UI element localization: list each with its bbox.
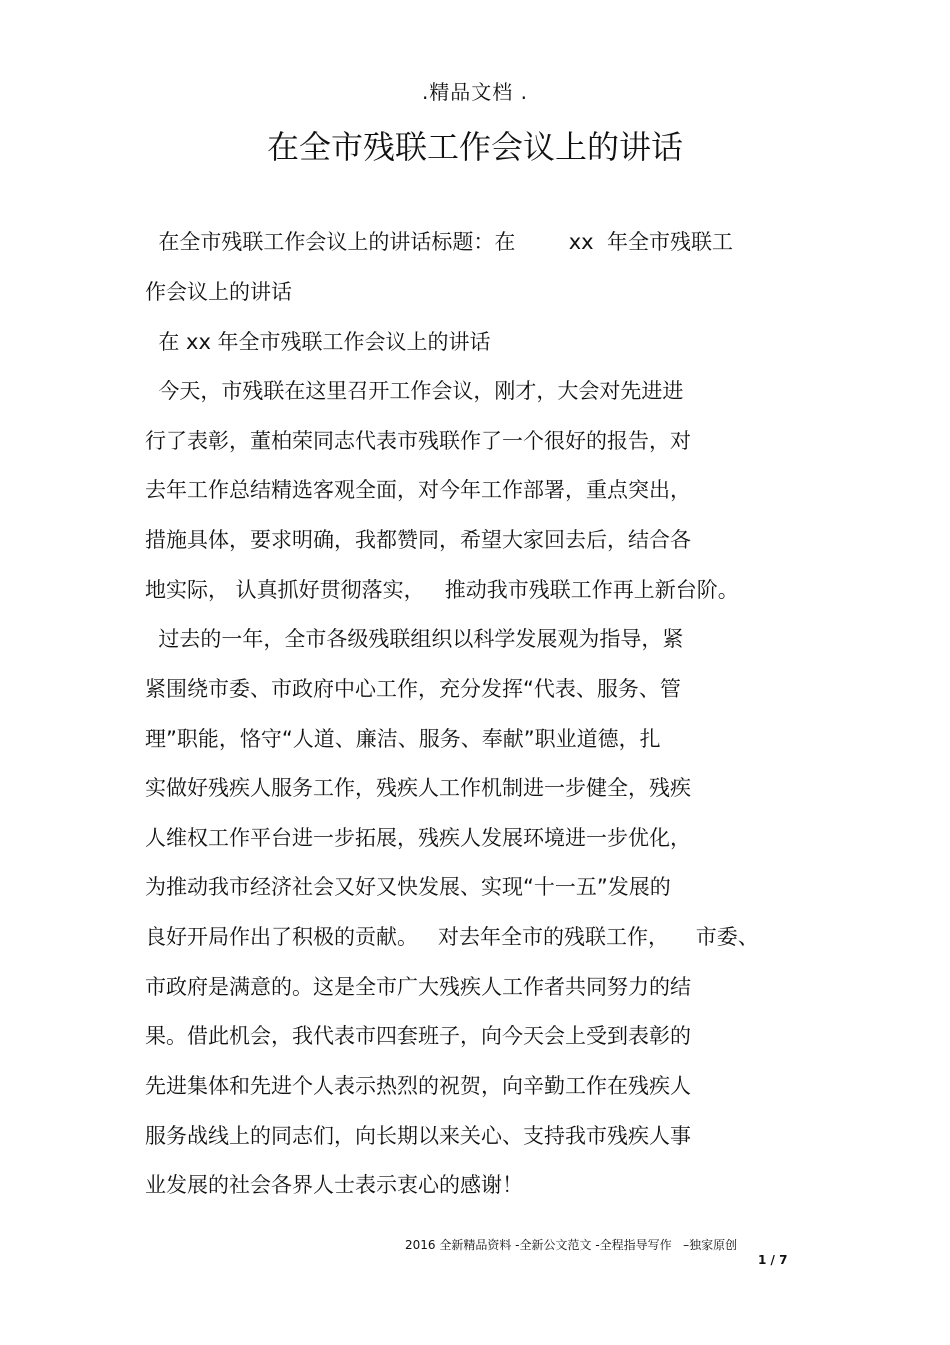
- text-line: 实做好残疾人服务工作，残疾人工作机制进一步健全，残疾: [145, 776, 691, 800]
- text-line: 良好开局作出了积极的贡献。 对去年全市的残联工作， 市委、: [145, 925, 759, 949]
- page-number: 1 / 7: [758, 1253, 788, 1267]
- text-line: 地实际， 认真抓好贯彻落实， 推动我市残联工作再上新台阶。: [145, 578, 739, 602]
- text-line: 紧围绕市委、市政府中心工作，充分发挥“代表、服务、管: [145, 677, 681, 701]
- text-line: 业发展的社会各界人士表示衷心的感谢！: [145, 1173, 523, 1197]
- text-line: 市政府是满意的。这是全市广大残疾人工作者共同努力的结: [145, 975, 691, 999]
- text-line: 行了表彰，董柏荣同志代表市残联作了一个很好的报告，对: [145, 429, 691, 453]
- text-line: 在 xx 年全市残联工作会议上的讲话: [145, 330, 491, 354]
- text-line: 在全市残联工作会议上的讲话标题：在 xx 年全市残联工: [145, 230, 733, 254]
- text-line: 服务战线上的同志们，向长期以来关心、支持我市残疾人事: [145, 1124, 691, 1148]
- text-line: 为推动我市经济社会又好又快发展、实现“十一五”发展的: [145, 875, 671, 899]
- text-line: 人维权工作平台进一步拓展，残疾人发展环境进一步优化，: [145, 826, 691, 850]
- text-line: 先进集体和先进个人表示热烈的祝贺，向辛勤工作在残疾人: [145, 1074, 691, 1098]
- text-line: 今天，市残联在这里召开工作会议，刚才，大会对先进进: [145, 379, 684, 403]
- header-mark: .精品文档 .: [421, 80, 529, 104]
- text-line: 理”职能，恪守“人道、廉洁、服务、奉献”职业道德，扎: [145, 727, 661, 751]
- text-line: 果。借此机会，我代表市四套班子，向今天会上受到表彰的: [145, 1024, 691, 1048]
- text-line: 去年工作总结精选客观全面，对今年工作部署，重点突出，: [145, 478, 691, 502]
- footer-text: 2016 全新精品资料 -全新公文范文 -全程指导写作 –独家原创: [405, 1238, 738, 1252]
- document-title: 在全市残联工作会议上的讲话: [266, 128, 683, 166]
- text-line: 措施具体，要求明确，我都赞同，希望大家回去后，结合各: [145, 528, 691, 552]
- text-line: 作会议上的讲话: [145, 280, 292, 304]
- text-line: 过去的一年，全市各级残联组织以科学发展观为指导，紧: [145, 627, 684, 651]
